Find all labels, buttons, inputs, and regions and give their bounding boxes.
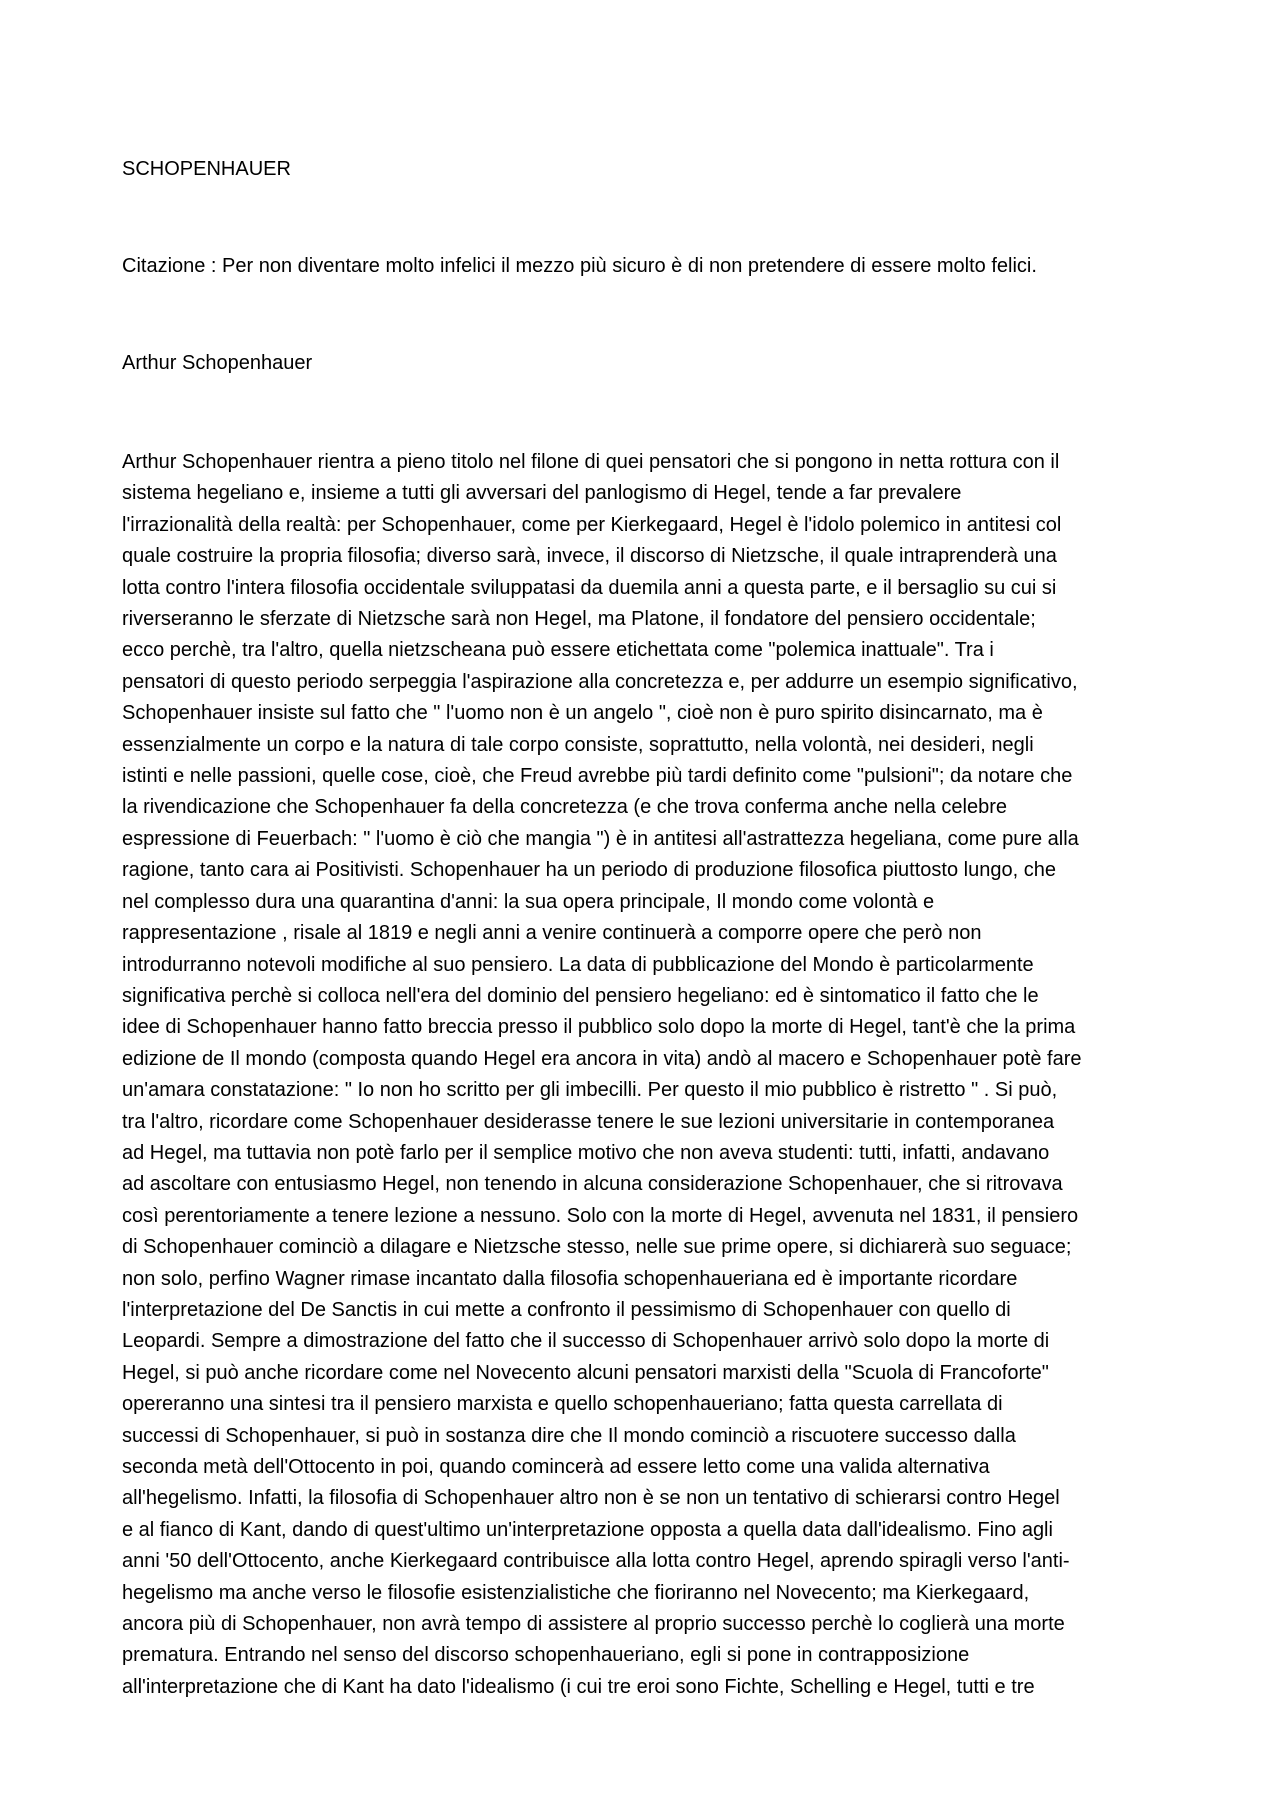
body-line: ecco perchè, tra l'altro, quella nietzscheana può essere etichettata come "polemica inattuale". Tra i	[122, 639, 994, 662]
body-line: nel complesso dura una quarantina d'anni: la sua opera principale, Il mondo come volontà e	[122, 890, 935, 913]
body-line: riverseranno le sferzate di Nietzsche sarà non Hegel, ma Platone, il fondatore del pensiero occidentale;	[122, 608, 1036, 631]
body-line: introdurranno notevoli modifiche al suo pensiero. La data di pubblicazione del Mondo è particolarmente	[122, 953, 1034, 976]
body-line: l'interpretazione del De Sanctis in cui mette a confronto il pessimismo di Schopenhauer con quello di	[122, 1298, 1011, 1321]
body-line: hegelismo ma anche verso le filosofie esistenzialistiche che fioriranno nel Novecento; ma Kierkegaard,	[122, 1581, 1030, 1604]
body-line: lotta contro l'intera filosofia occidentale sviluppatasi da duemila anni a questa parte, e il bersaglio su cui si	[122, 576, 1057, 599]
body-line: di Schopenhauer cominciò a dilagare e Nietzsche stesso, nelle sue prime opere, si dichiarerà suo seguace;	[122, 1236, 1072, 1259]
body-line: espressione di Feuerbach: " l'uomo è ciò che mangia ") è in antitesi all'astrattezza hegeliana, come pure alla	[122, 827, 1079, 850]
body-line: pensatori di questo periodo serpeggia l'aspirazione alla concretezza e, per addurre un esempio significativo,	[122, 670, 1078, 693]
body-line: Hegel, si può anche ricordare come nel Novecento alcuni pensatori marxisti della "Scuola di Francoforte"	[122, 1361, 1049, 1384]
body-line: sistema hegeliano e, insieme a tutti gli avversari del panlogismo di Hegel, tende a far prevalere	[122, 482, 962, 505]
body-line: l'irrazionalità della realtà: per Schopenhauer, come per Kierkegaard, Hegel è l'idolo polemico in antitesi col	[122, 513, 1062, 536]
body-line: all'interpretazione che di Kant ha dato l'idealismo (i cui tre eroi sono Fichte, Schelling e Hegel, tutti e tre	[122, 1675, 1035, 1698]
body-line: significativa perchè si colloca nell'era del dominio del pensiero hegeliano: ed è sintomatico il fatto che le	[122, 984, 1039, 1007]
body-line: prematura. Entrando nel senso del discorso schopenhaueriano, egli si pone in contrapposizione	[122, 1644, 970, 1667]
body-line: ragione, tanto cara ai Positivisti. Schopenhauer ha un periodo di produzione filosofica piuttosto lungo, che	[122, 859, 1056, 882]
body-line: e al fianco di Kant, dando di quest'ultimo un'interpretazione opposta a quella data dall'idealismo. Fino agli	[122, 1518, 1053, 1541]
body-line: tra l'altro, ricordare come Schopenhauer desiderasse tenere le sue lezioni universitarie in contemporanea	[122, 1110, 1055, 1133]
body-line: anni '50 dell'Ottocento, anche Kierkegaard contribuisce alla lotta contro Hegel, aprendo spiragli verso l'anti-	[122, 1550, 1070, 1573]
body-line: Leopardi. Sempre a dimostrazione del fatto che il successo di Schopenhauer arrivò solo dopo la morte di	[122, 1330, 1050, 1353]
body-line: la rivendicazione che Schopenhauer fa della concretezza (e che trova conferma anche nella celebre	[122, 796, 1007, 819]
body-line: rappresentazione , risale al 1819 e negli anni a venire continuerà a comporre opere che però non	[122, 922, 982, 945]
body-line: così perentoriamente a tenere lezione a nessuno. Solo con la morte di Hegel, avvenuta nel 1831, il pensiero	[122, 1204, 1079, 1227]
body-line: ad Hegel, ma tuttavia non potè farlo per il semplice motivo che non aveva studenti: tutti, infatti, andavano	[122, 1141, 1050, 1164]
body-line: ad ascoltare con entusiasmo Hegel, non tenendo in alcuna considerazione Schopenhauer, che si ritrovava	[122, 1173, 1063, 1196]
document-heading: SCHOPENHAUER	[122, 158, 291, 180]
body-line: un'amara constatazione: " Io non ho scritto per gli imbecilli. Per questo il mio pubblico è ristretto " . Si può,	[122, 1079, 1058, 1102]
body-line: quale costruire la propria filosofia; diverso sarà, invece, il discorso di Nietzsche, il quale intraprenderà una	[122, 545, 1057, 568]
body-line: seconda metà dell'Ottocento in poi, quando comincerà ad essere letto come una valida alternativa	[122, 1456, 990, 1478]
body-line: ancora più di Schopenhauer, non avrà tempo di assistere al proprio successo perchè lo coglierà una morte	[122, 1613, 1065, 1636]
body-line: successi di Schopenhauer, si può in sostanza dire che Il mondo cominciò a riscuotere successo dalla	[122, 1424, 1016, 1447]
body-line: opereranno una sintesi tra il pensiero marxista e quello schopenhaueriano; fatta questa carrellata di	[122, 1393, 1003, 1416]
body-paragraph	[122, 447, 1162, 1703]
body-line: essenzialmente un corpo e la natura di tale corpo consiste, soprattutto, nella volontà, nei desideri, negli	[122, 733, 1034, 756]
body-line: non solo, perfino Wagner rimase incantato dalla filosofia schopenhaueriana ed è importante ricordare	[122, 1267, 1018, 1290]
body-line: edizione de Il mondo (composta quando Hegel era ancora in vita) andò al macero e Schopenhauer potè fare	[122, 1047, 1082, 1070]
body-line: Arthur Schopenhauer rientra a pieno titolo nel filone di quei pensatori che si pongono in netta rottura con il	[122, 451, 1060, 473]
body-line: idee di Schopenhauer hanno fatto breccia presso il pubblico solo dopo la morte di Hegel, tant'è che la prima	[122, 1016, 1076, 1039]
body-line: all'hegelismo. Infatti, la filosofia di Schopenhauer altro non è se non un tentativo di schierarsi contro Hegel	[122, 1487, 1060, 1510]
quote-paragraph: Citazione : Per non diventare molto infelici il mezzo più sicuro è di non pretendere di essere molto felici.	[122, 255, 1037, 277]
body-line: Schopenhauer insiste sul fatto che " l'uomo non è un angelo ", cioè non è puro spirito disincarnato, ma è	[122, 702, 1043, 725]
author-name: Arthur Schopenhauer	[122, 352, 313, 374]
body-line: istinti e nelle passioni, quelle cose, cioè, che Freud avrebbe più tardi definito come "pulsioni"; da notare che	[122, 765, 1073, 788]
